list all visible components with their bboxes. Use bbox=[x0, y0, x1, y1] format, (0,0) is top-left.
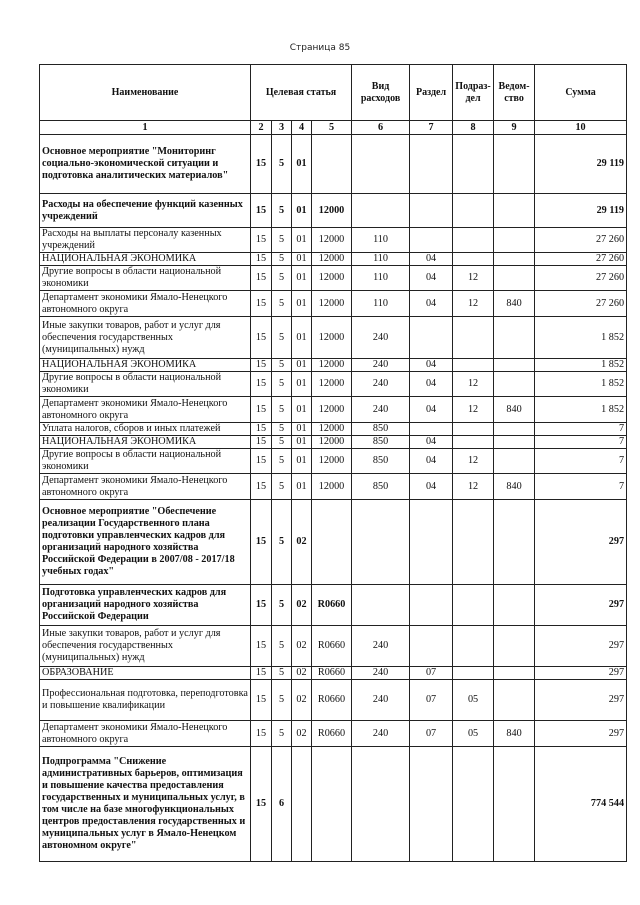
target-program: 15 bbox=[251, 291, 272, 317]
subsection-code bbox=[453, 135, 494, 194]
section-code: 04 bbox=[410, 449, 453, 474]
target-program: 15 bbox=[251, 500, 272, 585]
amount: 1 852 bbox=[535, 359, 627, 372]
target-measure: 02 bbox=[292, 585, 312, 626]
table-row bbox=[40, 397, 627, 423]
expense-type: 240 bbox=[352, 397, 410, 423]
section-code bbox=[410, 500, 453, 585]
department-code bbox=[494, 449, 535, 474]
subsection-code: 12 bbox=[453, 397, 494, 423]
target-measure: 02 bbox=[292, 667, 312, 680]
table-row bbox=[40, 317, 627, 359]
target-subprogram: 5 bbox=[272, 194, 292, 228]
target-direction: 12000 bbox=[312, 423, 352, 436]
amount: 27 260 bbox=[535, 253, 627, 266]
target-direction bbox=[312, 747, 352, 862]
amount: 7 bbox=[535, 436, 627, 449]
subsection-code: 12 bbox=[453, 266, 494, 291]
target-subprogram: 5 bbox=[272, 359, 292, 372]
subsection-code: 12 bbox=[453, 474, 494, 500]
expense-type: 850 bbox=[352, 449, 410, 474]
target-program: 15 bbox=[251, 667, 272, 680]
target-subprogram: 5 bbox=[272, 228, 292, 253]
header-razdel: Раздел bbox=[410, 65, 453, 121]
target-subprogram: 5 bbox=[272, 372, 292, 397]
row-name: Расходы на обеспечение функций казенных учреждений bbox=[40, 194, 251, 228]
expense-type: 850 bbox=[352, 436, 410, 449]
amount: 297 bbox=[535, 500, 627, 585]
section-code bbox=[410, 135, 453, 194]
header-row bbox=[40, 65, 627, 121]
row-name: Подпрограмма "Снижение административных барьеров, оптимизация и повышение качества предоставления государственных и муниципальных услуг, в том числе на базе многофункциональных центров предоставления государственных и муниципальных услуг в Ямало-Ненецком автономном округе" bbox=[40, 747, 251, 862]
target-program: 15 bbox=[251, 423, 272, 436]
section-code bbox=[410, 747, 453, 862]
target-program: 15 bbox=[251, 253, 272, 266]
amount: 297 bbox=[535, 680, 627, 721]
section-code: 07 bbox=[410, 680, 453, 721]
department-code bbox=[494, 747, 535, 862]
table-row bbox=[40, 359, 627, 372]
table-row bbox=[40, 135, 627, 194]
target-subprogram: 5 bbox=[272, 436, 292, 449]
expense-type bbox=[352, 747, 410, 862]
section-code: 04 bbox=[410, 266, 453, 291]
target-subprogram: 5 bbox=[272, 680, 292, 721]
department-code: 840 bbox=[494, 291, 535, 317]
department-code bbox=[494, 680, 535, 721]
section-code: 04 bbox=[410, 359, 453, 372]
row-name: Расходы на выплаты персоналу казенных учреждений bbox=[40, 228, 251, 253]
section-code: 04 bbox=[410, 436, 453, 449]
expense-type: 240 bbox=[352, 721, 410, 747]
row-name: Департамент экономики Ямало-Ненецкого автономного округа bbox=[40, 474, 251, 500]
subsection-code bbox=[453, 747, 494, 862]
target-program: 15 bbox=[251, 680, 272, 721]
expense-type bbox=[352, 585, 410, 626]
target-program: 15 bbox=[251, 135, 272, 194]
target-direction: R0660 bbox=[312, 680, 352, 721]
section-code bbox=[410, 585, 453, 626]
target-subprogram: 5 bbox=[272, 317, 292, 359]
department-code: 840 bbox=[494, 397, 535, 423]
subsection-code: 12 bbox=[453, 372, 494, 397]
row-name: Основное мероприятие "Обеспечение реализации Государственного плана подготовки управленческих кадров для организаций народного хозяйства Российской Федерации в 2007/08 - 2017/18 учебных годах" bbox=[40, 500, 251, 585]
subsection-code bbox=[453, 626, 494, 667]
target-program: 15 bbox=[251, 194, 272, 228]
expense-type: 850 bbox=[352, 474, 410, 500]
target-measure: 01 bbox=[292, 291, 312, 317]
row-name: НАЦИОНАЛЬНАЯ ЭКОНОМИКА bbox=[40, 253, 251, 266]
row-name: Иные закупки товаров, работ и услуг для обеспечения государственных (муниципальных) нужд bbox=[40, 317, 251, 359]
target-measure: 02 bbox=[292, 721, 312, 747]
target-direction: R0660 bbox=[312, 667, 352, 680]
section-code bbox=[410, 317, 453, 359]
expense-type bbox=[352, 500, 410, 585]
table-row bbox=[40, 436, 627, 449]
target-subprogram: 5 bbox=[272, 500, 292, 585]
target-direction: 12000 bbox=[312, 253, 352, 266]
amount: 7 bbox=[535, 423, 627, 436]
table-row bbox=[40, 423, 627, 436]
expense-type: 110 bbox=[352, 253, 410, 266]
department-code bbox=[494, 135, 535, 194]
subsection-code: 12 bbox=[453, 291, 494, 317]
department-code bbox=[494, 436, 535, 449]
target-subprogram: 5 bbox=[272, 667, 292, 680]
table-row bbox=[40, 626, 627, 667]
expense-type: 240 bbox=[352, 359, 410, 372]
target-direction: 12000 bbox=[312, 436, 352, 449]
header-vid: Вид расходов bbox=[352, 65, 410, 121]
header-vedomstvo: Ведом-ство bbox=[494, 65, 535, 121]
department-code bbox=[494, 266, 535, 291]
table-row bbox=[40, 266, 627, 291]
target-measure: 01 bbox=[292, 194, 312, 228]
amount: 27 260 bbox=[535, 228, 627, 253]
expense-type: 240 bbox=[352, 372, 410, 397]
column-number: 10 bbox=[535, 121, 627, 135]
table-row bbox=[40, 228, 627, 253]
subsection-code bbox=[453, 317, 494, 359]
row-name: Другие вопросы в области национальной экономики bbox=[40, 449, 251, 474]
target-program: 15 bbox=[251, 721, 272, 747]
target-direction: 12000 bbox=[312, 194, 352, 228]
target-subprogram: 5 bbox=[272, 423, 292, 436]
amount: 27 260 bbox=[535, 266, 627, 291]
table-row bbox=[40, 667, 627, 680]
target-subprogram: 5 bbox=[272, 474, 292, 500]
target-direction: 12000 bbox=[312, 449, 352, 474]
amount: 1 852 bbox=[535, 317, 627, 359]
target-direction bbox=[312, 135, 352, 194]
target-direction: 12000 bbox=[312, 359, 352, 372]
column-number: 6 bbox=[352, 121, 410, 135]
target-measure: 02 bbox=[292, 626, 312, 667]
target-direction: 12000 bbox=[312, 266, 352, 291]
subsection-code bbox=[453, 253, 494, 266]
section-code: 07 bbox=[410, 721, 453, 747]
subsection-code bbox=[453, 228, 494, 253]
department-code bbox=[494, 317, 535, 359]
amount: 1 852 bbox=[535, 397, 627, 423]
subsection-code: 05 bbox=[453, 680, 494, 721]
target-direction: 12000 bbox=[312, 372, 352, 397]
department-code: 840 bbox=[494, 474, 535, 500]
column-number: 4 bbox=[292, 121, 312, 135]
table-row bbox=[40, 194, 627, 228]
target-measure: 01 bbox=[292, 436, 312, 449]
subsection-code: 05 bbox=[453, 721, 494, 747]
expense-type: 240 bbox=[352, 317, 410, 359]
column-number: 3 bbox=[272, 121, 292, 135]
subsection-code bbox=[453, 359, 494, 372]
column-number: 5 bbox=[312, 121, 352, 135]
subsection-code bbox=[453, 436, 494, 449]
target-measure: 01 bbox=[292, 423, 312, 436]
table-row bbox=[40, 721, 627, 747]
table-row bbox=[40, 585, 627, 626]
target-subprogram: 5 bbox=[272, 135, 292, 194]
department-code bbox=[494, 500, 535, 585]
target-subprogram: 5 bbox=[272, 449, 292, 474]
page-label: Страница 85 bbox=[289, 43, 351, 53]
section-code: 04 bbox=[410, 474, 453, 500]
amount: 297 bbox=[535, 721, 627, 747]
target-program: 15 bbox=[251, 359, 272, 372]
target-direction: R0660 bbox=[312, 585, 352, 626]
target-measure bbox=[292, 747, 312, 862]
row-name: Профессиональная подготовка, переподготовка и повышение квалификации bbox=[40, 680, 251, 721]
expense-type: 110 bbox=[352, 266, 410, 291]
header-podrazdel: Подраз-дел bbox=[453, 65, 494, 121]
table-row bbox=[40, 253, 627, 266]
amount: 29 119 bbox=[535, 135, 627, 194]
section-code: 07 bbox=[410, 667, 453, 680]
column-number: 2 bbox=[251, 121, 272, 135]
amount: 297 bbox=[535, 585, 627, 626]
column-number: 7 bbox=[410, 121, 453, 135]
table-row bbox=[40, 747, 627, 862]
department-code bbox=[494, 228, 535, 253]
subsection-code bbox=[453, 667, 494, 680]
department-code bbox=[494, 359, 535, 372]
table-row bbox=[40, 372, 627, 397]
target-measure: 01 bbox=[292, 397, 312, 423]
target-subprogram: 5 bbox=[272, 626, 292, 667]
row-name: ОБРАЗОВАНИЕ bbox=[40, 667, 251, 680]
amount: 297 bbox=[535, 626, 627, 667]
header-target: Целевая статья bbox=[251, 65, 352, 121]
target-direction: 12000 bbox=[312, 397, 352, 423]
target-subprogram: 5 bbox=[272, 397, 292, 423]
target-program: 15 bbox=[251, 474, 272, 500]
expense-type: 240 bbox=[352, 667, 410, 680]
amount: 29 119 bbox=[535, 194, 627, 228]
section-code: 04 bbox=[410, 253, 453, 266]
department-code bbox=[494, 667, 535, 680]
expense-type: 110 bbox=[352, 291, 410, 317]
target-measure: 01 bbox=[292, 474, 312, 500]
department-code bbox=[494, 423, 535, 436]
target-direction: 12000 bbox=[312, 228, 352, 253]
department-code bbox=[494, 372, 535, 397]
target-direction: 12000 bbox=[312, 474, 352, 500]
amount: 7 bbox=[535, 474, 627, 500]
amount: 774 544 bbox=[535, 747, 627, 862]
budget-table bbox=[39, 64, 627, 862]
target-measure: 01 bbox=[292, 228, 312, 253]
target-direction: R0660 bbox=[312, 626, 352, 667]
row-name: Основное мероприятие "Мониторинг социально-экономической ситуации и подготовка аналитических материалов" bbox=[40, 135, 251, 194]
target-program: 15 bbox=[251, 436, 272, 449]
amount: 27 260 bbox=[535, 291, 627, 317]
target-subprogram: 5 bbox=[272, 585, 292, 626]
target-measure: 01 bbox=[292, 253, 312, 266]
row-name: НАЦИОНАЛЬНАЯ ЭКОНОМИКА bbox=[40, 359, 251, 372]
subsection-code bbox=[453, 423, 494, 436]
department-code: 840 bbox=[494, 721, 535, 747]
section-code bbox=[410, 423, 453, 436]
department-code bbox=[494, 253, 535, 266]
section-code bbox=[410, 228, 453, 253]
target-measure: 01 bbox=[292, 372, 312, 397]
section-code: 04 bbox=[410, 397, 453, 423]
target-subprogram: 5 bbox=[272, 266, 292, 291]
target-direction: R0660 bbox=[312, 721, 352, 747]
target-program: 15 bbox=[251, 747, 272, 862]
target-program: 15 bbox=[251, 266, 272, 291]
subsection-code bbox=[453, 194, 494, 228]
expense-type bbox=[352, 194, 410, 228]
target-program: 15 bbox=[251, 585, 272, 626]
target-subprogram: 5 bbox=[272, 291, 292, 317]
target-program: 15 bbox=[251, 626, 272, 667]
column-number: 8 bbox=[453, 121, 494, 135]
section-code bbox=[410, 626, 453, 667]
target-program: 15 bbox=[251, 397, 272, 423]
table-row bbox=[40, 291, 627, 317]
header-summa: Сумма bbox=[535, 65, 627, 121]
target-program: 15 bbox=[251, 449, 272, 474]
target-measure: 02 bbox=[292, 680, 312, 721]
target-measure: 01 bbox=[292, 266, 312, 291]
target-direction: 12000 bbox=[312, 317, 352, 359]
amount: 297 bbox=[535, 667, 627, 680]
row-name: Департамент экономики Ямало-Ненецкого автономного округа bbox=[40, 291, 251, 317]
target-program: 15 bbox=[251, 317, 272, 359]
target-subprogram: 5 bbox=[272, 253, 292, 266]
target-program: 15 bbox=[251, 372, 272, 397]
section-code: 04 bbox=[410, 372, 453, 397]
expense-type: 850 bbox=[352, 423, 410, 436]
header-name: Наименование bbox=[40, 65, 251, 121]
target-measure: 01 bbox=[292, 135, 312, 194]
section-code: 04 bbox=[410, 291, 453, 317]
row-name: Иные закупки товаров, работ и услуг для обеспечения государственных (муниципальных) нужд bbox=[40, 626, 251, 667]
target-measure: 02 bbox=[292, 500, 312, 585]
target-measure: 01 bbox=[292, 317, 312, 359]
target-program: 15 bbox=[251, 228, 272, 253]
target-measure: 01 bbox=[292, 449, 312, 474]
subsection-code: 12 bbox=[453, 449, 494, 474]
row-name: Департамент экономики Ямало-Ненецкого автономного округа bbox=[40, 397, 251, 423]
row-name: Подготовка управленческих кадров для организаций народного хозяйства Российской Федерации bbox=[40, 585, 251, 626]
row-name: НАЦИОНАЛЬНАЯ ЭКОНОМИКА bbox=[40, 436, 251, 449]
amount: 7 bbox=[535, 449, 627, 474]
amount: 1 852 bbox=[535, 372, 627, 397]
department-code bbox=[494, 585, 535, 626]
table-row bbox=[40, 500, 627, 585]
column-number-row bbox=[40, 121, 627, 135]
department-code bbox=[494, 194, 535, 228]
column-number: 1 bbox=[40, 121, 251, 135]
table-row bbox=[40, 449, 627, 474]
table-row bbox=[40, 680, 627, 721]
subsection-code bbox=[453, 585, 494, 626]
target-measure: 01 bbox=[292, 359, 312, 372]
department-code bbox=[494, 626, 535, 667]
target-subprogram: 6 bbox=[272, 747, 292, 862]
row-name: Департамент экономики Ямало-Ненецкого автономного округа bbox=[40, 721, 251, 747]
target-direction bbox=[312, 500, 352, 585]
row-name: Другие вопросы в области национальной экономики bbox=[40, 372, 251, 397]
expense-type: 110 bbox=[352, 228, 410, 253]
table-row bbox=[40, 474, 627, 500]
expense-type: 240 bbox=[352, 626, 410, 667]
expense-type: 240 bbox=[352, 680, 410, 721]
subsection-code bbox=[453, 500, 494, 585]
section-code bbox=[410, 194, 453, 228]
column-number: 9 bbox=[494, 121, 535, 135]
target-direction: 12000 bbox=[312, 291, 352, 317]
row-name: Другие вопросы в области национальной экономики bbox=[40, 266, 251, 291]
expense-type bbox=[352, 135, 410, 194]
target-subprogram: 5 bbox=[272, 721, 292, 747]
row-name: Уплата налогов, сборов и иных платежей bbox=[40, 423, 251, 436]
